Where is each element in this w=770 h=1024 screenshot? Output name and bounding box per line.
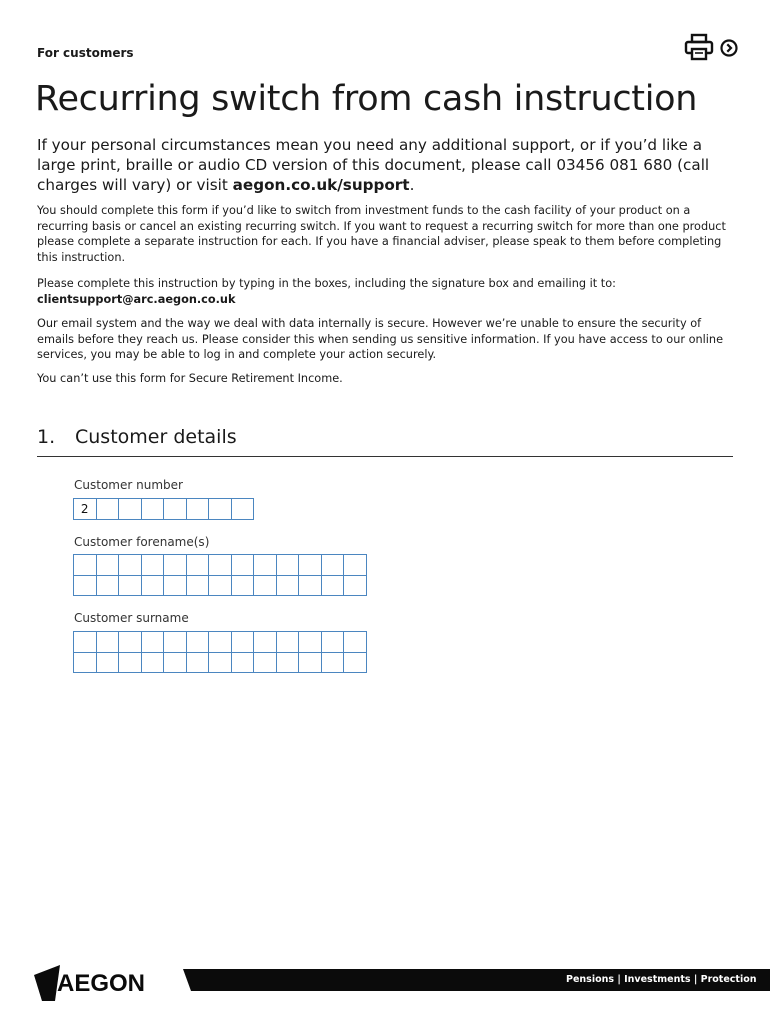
customer-number-label: Customer number — [74, 478, 183, 492]
forename-cell[interactable] — [209, 575, 232, 596]
forename-cell[interactable] — [164, 575, 187, 596]
forename-cell[interactable] — [321, 575, 344, 596]
surname-cell[interactable] — [209, 632, 232, 653]
customer-number-field[interactable] — [73, 498, 254, 520]
forename-label: Customer forename(s) — [74, 535, 210, 549]
exclusion-paragraph: You can’t use this form for Secure Retirement Income. — [37, 372, 343, 385]
surname-label: Customer surname — [74, 611, 189, 625]
forename-cell[interactable] — [119, 575, 142, 596]
surname-cell[interactable] — [141, 652, 164, 673]
section-divider — [37, 456, 733, 457]
surname-cell[interactable] — [141, 632, 164, 653]
surname-cell[interactable] — [231, 652, 254, 673]
surname-cell[interactable] — [186, 632, 209, 653]
security-paragraph: Our email system and the way we deal with data internally is secure. However we’re unable to ensure the security of emails before they reach us. Please consider this when sending us sensitive information. If you have access to our online services, you may be able to log in and complete your action securely. — [37, 317, 724, 361]
surname-cell[interactable] — [321, 652, 344, 673]
surname-cell[interactable] — [209, 652, 232, 673]
customer-number-cell[interactable] — [96, 499, 119, 520]
section-title: Customer details — [75, 426, 237, 448]
forename-cell[interactable] — [74, 575, 97, 596]
for-customers-label: For customers — [37, 46, 134, 60]
surname-field[interactable] — [73, 631, 367, 673]
surname-cell[interactable] — [344, 632, 367, 653]
email-instruction-text: Please complete this instruction by typing in the boxes, including the signature box and emailing it to: — [37, 277, 616, 290]
forename-cell[interactable] — [231, 555, 254, 576]
forename-cell[interactable] — [254, 555, 277, 576]
forename-cell[interactable] — [231, 575, 254, 596]
surname-cell[interactable] — [96, 652, 119, 673]
surname-cell[interactable] — [164, 652, 187, 673]
forename-cell[interactable] — [254, 575, 277, 596]
forename-cell[interactable] — [141, 575, 164, 596]
support-end: . — [409, 176, 415, 194]
surname-cell[interactable] — [321, 632, 344, 653]
forename-cell[interactable] — [299, 555, 322, 576]
forename-cell[interactable] — [119, 555, 142, 576]
forename-cell[interactable] — [276, 555, 299, 576]
surname-cell[interactable] — [276, 632, 299, 653]
forename-cell[interactable] — [344, 575, 367, 596]
support-text: If your personal circumstances mean you need any additional support, or if you’d like a large print, braille or audio CD version of this document, please call 03456 081 680 (call charges will vary) or visit — [37, 136, 710, 194]
surname-cell[interactable] — [254, 652, 277, 673]
section-number: 1. — [37, 426, 56, 448]
forename-cell[interactable] — [276, 575, 299, 596]
customer-number-cell[interactable]: 2 — [74, 499, 97, 520]
surname-cell[interactable] — [299, 632, 322, 653]
forename-cell[interactable] — [321, 555, 344, 576]
customer-number-cell[interactable] — [141, 499, 164, 520]
customer-number-cell[interactable] — [119, 499, 142, 520]
surname-cell[interactable] — [96, 632, 119, 653]
support-link[interactable]: aegon.co.uk/support — [232, 176, 410, 194]
aegon-logo-text: AEGON — [57, 970, 146, 997]
customer-number-cell[interactable] — [186, 499, 209, 520]
forename-cell[interactable] — [96, 575, 119, 596]
intro-paragraph: You should complete this form if you’d like to switch from investment funds to the cash facility of your product on a recurring basis or cancel an existing recurring switch. If you want to request a recurring switch for more than one product please complete a separate instruction for each. If you have a financial adviser, please speak to them before completing this instruction. — [37, 204, 726, 264]
surname-cell[interactable] — [299, 652, 322, 673]
surname-cell[interactable] — [119, 632, 142, 653]
forename-cell[interactable] — [141, 555, 164, 576]
customer-number-cell[interactable] — [209, 499, 232, 520]
forename-cell[interactable] — [96, 555, 119, 576]
surname-cell[interactable] — [74, 632, 97, 653]
surname-cell[interactable] — [276, 652, 299, 673]
support-paragraph — [37, 135, 737, 195]
surname-cell[interactable] — [254, 632, 277, 653]
forename-cell[interactable] — [74, 555, 97, 576]
customer-number-cell[interactable] — [231, 499, 254, 520]
forename-cell[interactable] — [164, 555, 187, 576]
forename-cell[interactable] — [209, 555, 232, 576]
surname-cell[interactable] — [186, 652, 209, 673]
forename-field[interactable] — [73, 554, 367, 596]
forename-cell[interactable] — [344, 555, 367, 576]
surname-cell[interactable] — [74, 652, 97, 673]
forename-cell[interactable] — [186, 555, 209, 576]
forename-cell[interactable] — [186, 575, 209, 596]
printer-icon[interactable] — [684, 33, 714, 61]
page-title: Recurring switch from cash instruction — [35, 79, 698, 119]
surname-cell[interactable] — [164, 632, 187, 653]
email-instruction-paragraph — [37, 276, 737, 307]
forename-cell[interactable] — [299, 575, 322, 596]
support-email-link[interactable]: clientsupport@arc.aegon.co.uk — [37, 292, 236, 306]
aegon-logo — [32, 962, 147, 1002]
surname-cell[interactable] — [119, 652, 142, 673]
surname-cell[interactable] — [344, 652, 367, 673]
customer-number-cell[interactable] — [164, 499, 187, 520]
footer-tagline: Pensions | Investments | Protection — [566, 974, 757, 985]
surname-cell[interactable] — [231, 632, 254, 653]
chevron-right-circle-icon[interactable] — [719, 38, 739, 58]
